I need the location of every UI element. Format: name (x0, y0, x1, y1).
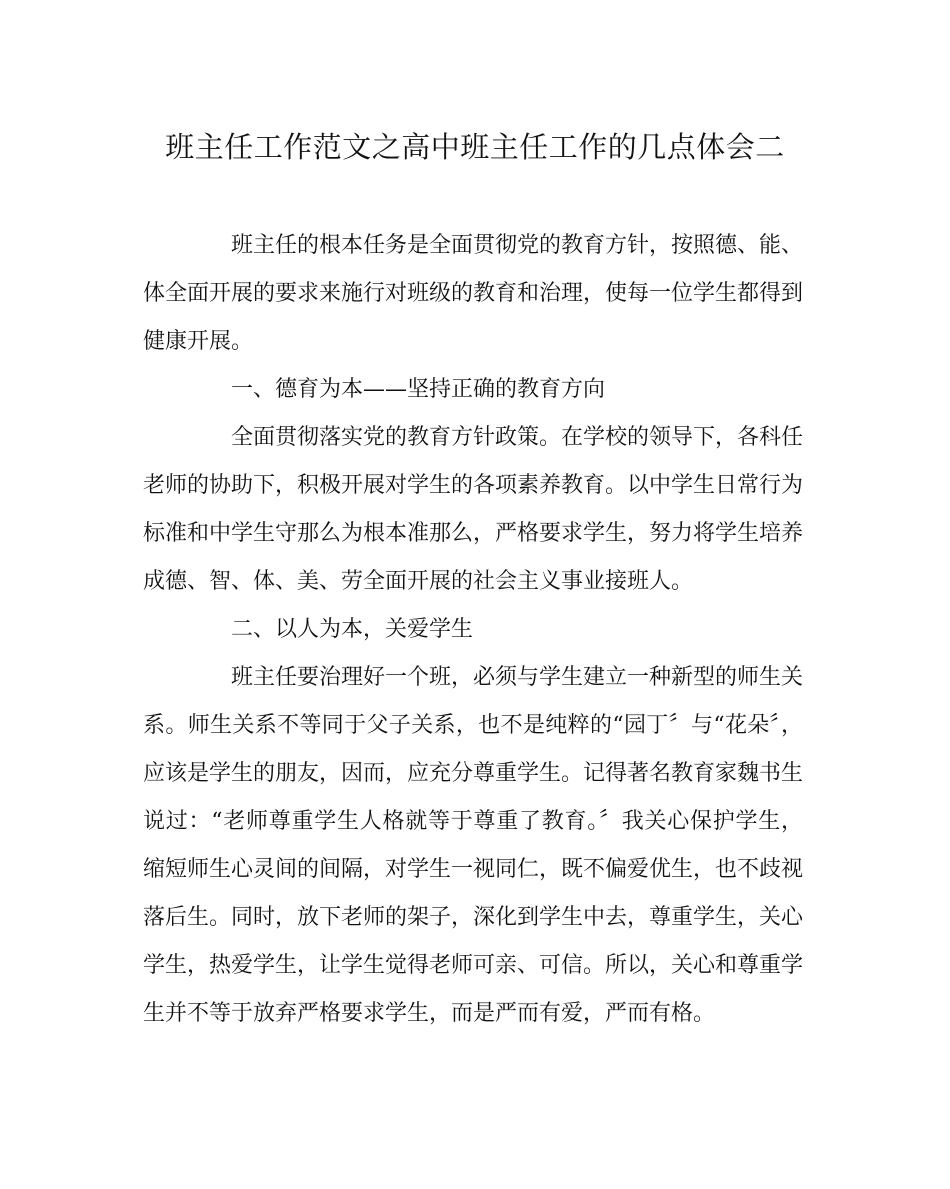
document-title: 班主任工作范文之高中班主任工作的几点体会二 (165, 130, 785, 164)
document-body (143, 222, 803, 1038)
paragraph-section-2: 班主任要治理好一个班，必须与学生建立一种新型的师生关系。师生关系不等同于父子关系，也不是纯粹的“园丁〞与“花朵〞，应该是学生的朋友，因而，应充分尊重学生。记得著名教育家魏书生说过：“老师尊重学生人格就等于尊重了教育。〞我关心保护学生，缩短师生心灵间的间隔，对学生一视同仁，既不偏爱优生，也不歧视落后生。同时，放下老师的架子，深化到学生中去，尊重学生，关心学生，热爱学生，让学生觉得老师可亲、可信。所以，关心和尊重学生并不等于放弃严格要求学生，而是严而有爱，严而有格。 (143, 665, 804, 1026)
section-heading-2: 二、以人为本，关爱学生 (231, 617, 474, 642)
paragraph-intro: 班主任的根本任务是全面贯彻党的教育方针，按照德、能、体全面开展的要求来施行对班级的教育和治理，使每一位学生都得到健康开展。 (143, 233, 804, 354)
section-heading-1: 一、德育为本——坚持正确的教育方向 (231, 377, 606, 402)
paragraph-section-1: 全面贯彻落实党的教育方针政策。在学校的领导下，各科任老师的协助下，积极开展对学生的各项素养教育。以中学生日常行为标准和中学生守那么为根本准那么，严格要求学生，努力将学生培养成德、智、体、美、劳全面开展的社会主义事业接班人。 (143, 425, 804, 594)
